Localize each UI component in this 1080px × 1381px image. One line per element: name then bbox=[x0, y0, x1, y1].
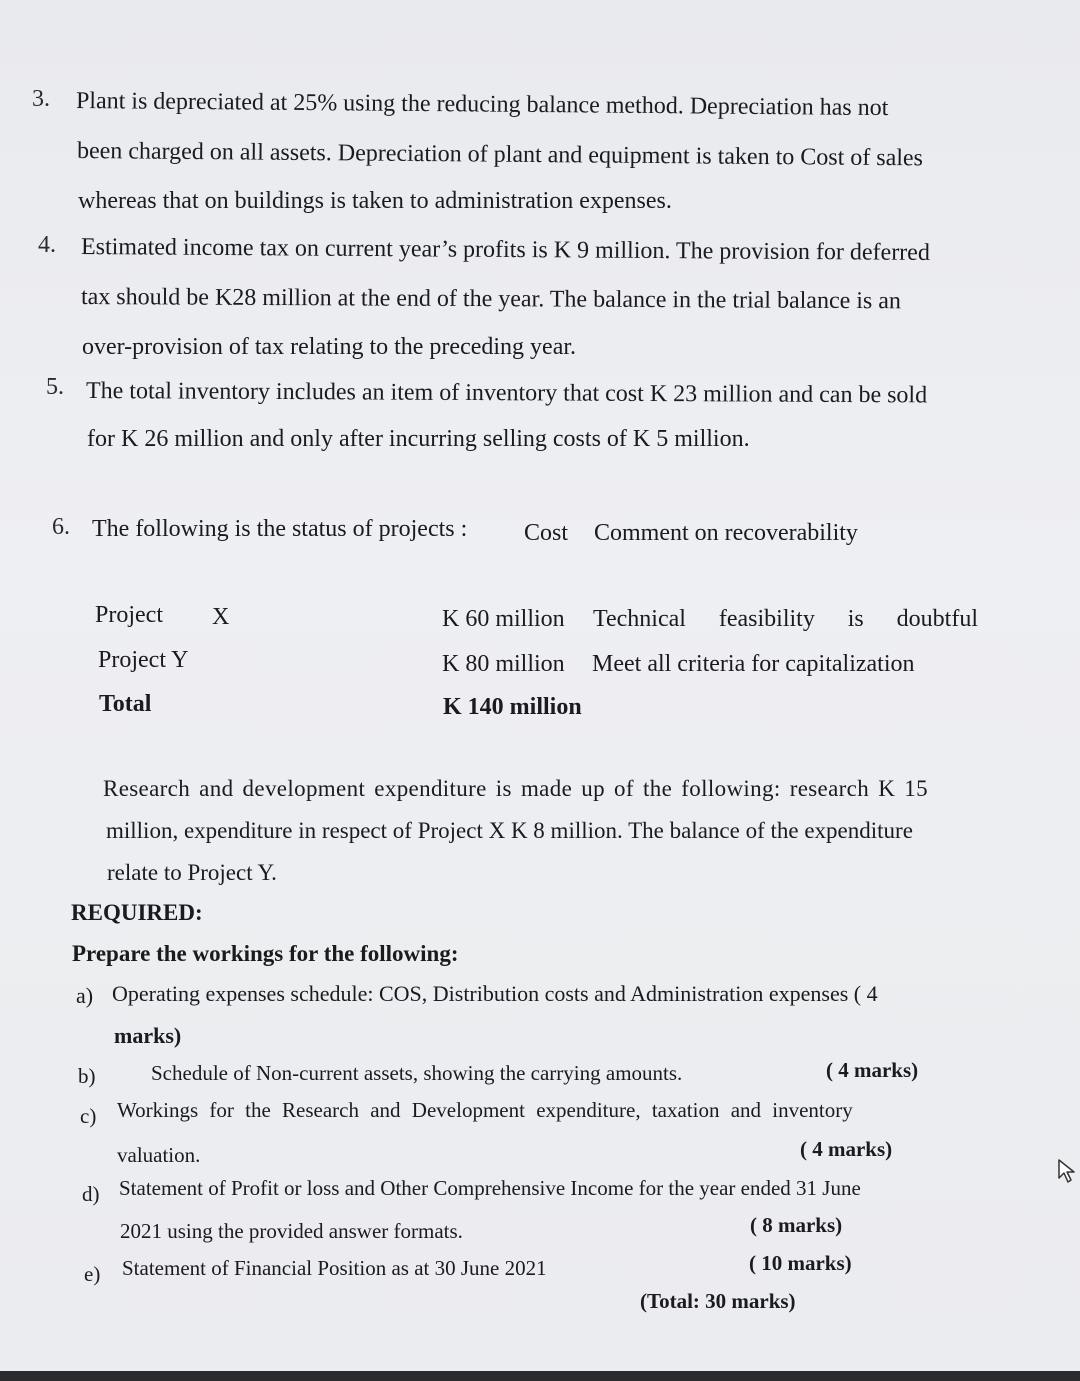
req-b-marks: ( 4 marks) bbox=[826, 1058, 919, 1082]
req-b-text: Schedule of Non-current assets, showing the carrying amounts. bbox=[151, 1061, 683, 1085]
req-a-line-2: marks) bbox=[114, 1023, 182, 1048]
item-5-number: 5. bbox=[46, 374, 64, 400]
item-4-line-3: over-provision of tax relating to the preceding year. bbox=[82, 334, 577, 360]
req-b-letter: b) bbox=[78, 1064, 96, 1088]
item-3-number: 3. bbox=[32, 86, 50, 112]
req-e-marks: ( 10 marks) bbox=[749, 1251, 852, 1275]
req-c-letter: c) bbox=[80, 1104, 97, 1128]
screen-bottom-edge bbox=[0, 1371, 1080, 1381]
rd-line-1-text: Research and development expenditure is made up of the following: research K 15 bbox=[103, 776, 928, 801]
req-c-line-1-text: Workings for the Research and Development expenditure, taxation and inventory bbox=[117, 1098, 853, 1122]
comment-word: is bbox=[847, 606, 864, 632]
req-d-letter: d) bbox=[82, 1182, 100, 1206]
req-e-text: Statement of Financial Position as at 30 June 2021 bbox=[122, 1256, 547, 1280]
project-y-comment: Meet all criteria for capitalization bbox=[592, 651, 915, 677]
required-lead: Prepare the workings for the following: bbox=[72, 941, 459, 966]
rd-line-1 bbox=[103, 776, 966, 802]
item-5-line-1: The total inventory includes an item of inventory that cost K 23 million and can be sold bbox=[85, 378, 928, 409]
item-4-number: 4. bbox=[38, 232, 56, 258]
req-c-marks: ( 4 marks) bbox=[800, 1137, 893, 1161]
project-x-name: Project bbox=[95, 602, 163, 628]
column-header-comment: Comment on recoverability bbox=[594, 520, 858, 546]
item-3-line-2: been charged on all assets. Depreciation of plant and equipment is taken to Cost of sales bbox=[76, 138, 924, 172]
req-c-line-2: valuation. bbox=[117, 1143, 201, 1167]
item-4-line-1: Estimated income tax on current year’s profits is K 9 million. The provision for deferred bbox=[80, 234, 930, 266]
comment-word: doubtful bbox=[896, 606, 978, 632]
rd-line-3: relate to Project Y. bbox=[107, 860, 277, 885]
req-a-line-1: Operating expenses schedule: COS, Distribution costs and Administration expenses ( 4 bbox=[112, 981, 878, 1006]
total-value: K 140 million bbox=[443, 694, 582, 720]
comment-word: Technical bbox=[593, 606, 686, 632]
req-e-letter: e) bbox=[84, 1262, 101, 1286]
req-a-letter: a) bbox=[76, 983, 94, 1008]
project-x-comment bbox=[593, 606, 978, 633]
item-3-line-1: Plant is depreciated at 25% using the reducing balance method. Depreciation has not bbox=[75, 88, 889, 122]
req-d-line-2: 2021 using the provided answer formats. bbox=[120, 1219, 463, 1243]
req-d-line-1: Statement of Profit or loss and Other Comprehensive Income for the year ended 31 June bbox=[119, 1176, 861, 1200]
comment-word: feasibility bbox=[718, 606, 815, 632]
item-5-line-2: for K 26 million and only after incurring selling costs of K 5 million. bbox=[87, 426, 750, 452]
mouse-pointer-icon bbox=[1056, 1158, 1078, 1184]
total-label: Total bbox=[99, 691, 152, 717]
item-6-lead: The following is the status of projects : bbox=[92, 516, 468, 542]
project-x-tag: X bbox=[212, 604, 230, 630]
column-header-cost: Cost bbox=[524, 520, 569, 546]
item-3-line-3: whereas that on buildings is taken to administration expenses. bbox=[78, 188, 672, 214]
item-6-number: 6. bbox=[52, 514, 70, 540]
item-4-line-2: tax should be K28 million at the end of the year. The balance in the trial balance is an bbox=[80, 284, 902, 315]
total-marks: (Total: 30 marks) bbox=[640, 1289, 796, 1313]
req-d-marks: ( 8 marks) bbox=[750, 1213, 843, 1237]
project-y-name: Project Y bbox=[98, 647, 189, 673]
project-x-cost: K 60 million bbox=[442, 606, 565, 632]
req-c-line-1 bbox=[117, 1098, 947, 1123]
required-heading: REQUIRED: bbox=[71, 900, 203, 925]
project-y-cost: K 80 million bbox=[442, 651, 565, 677]
rd-line-2: million, expenditure in respect of Project X K 8 million. The balance of the expenditure bbox=[106, 818, 913, 843]
